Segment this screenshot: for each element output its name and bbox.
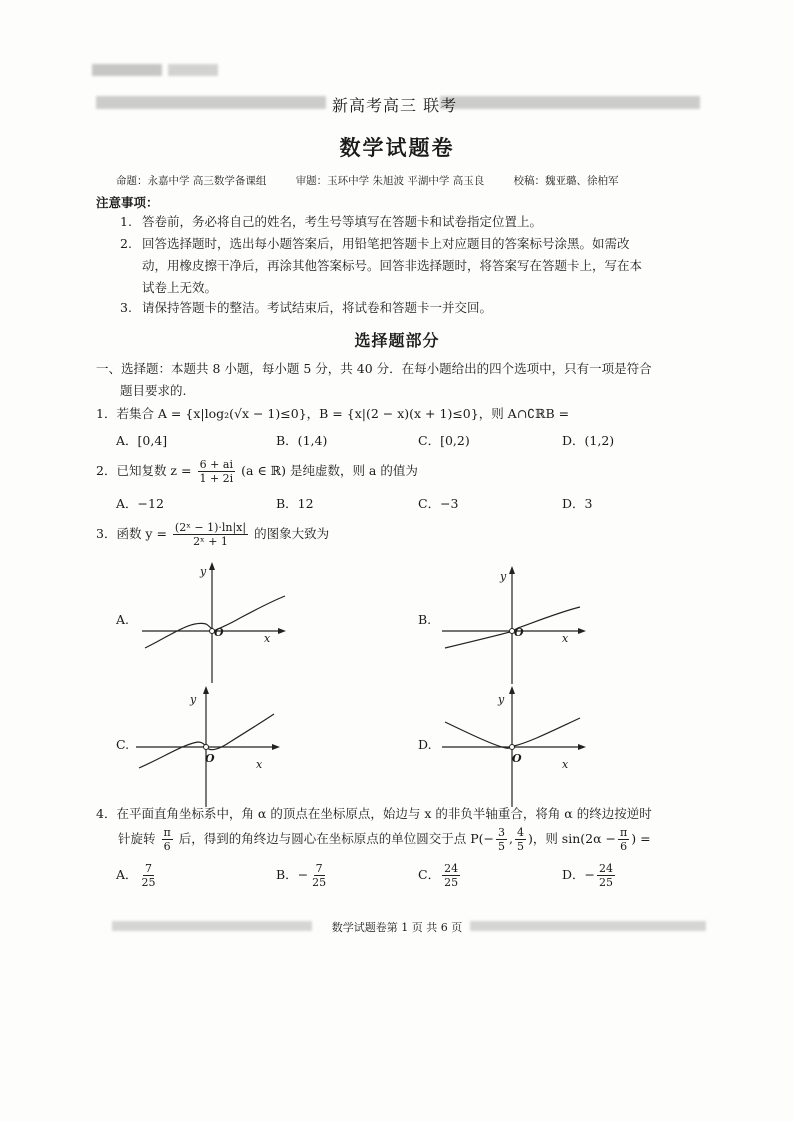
- credits-line: [116, 173, 645, 188]
- part-line-2: 题目要求的.: [120, 383, 187, 398]
- header-stamp-mid: [168, 64, 218, 76]
- option-fraction: [140, 862, 158, 889]
- page-footer: 数学试题卷第 1 页 共 6 页: [331, 921, 463, 934]
- q3-a-axis-y: y: [200, 565, 207, 578]
- q4-comma: ,: [508, 831, 513, 846]
- option-den: 25: [141, 876, 156, 889]
- page-title: 数学试题卷: [339, 135, 455, 160]
- q3-frac-den: 2ˣ + 1: [193, 535, 228, 548]
- notice-title: 注意事项：: [96, 195, 159, 210]
- q3-graph-b: [440, 562, 590, 688]
- header-blur-line-left: [96, 96, 326, 109]
- question-1-stem: 1．若集合 A = {x|log₂(√x − 1)≤0}，B = {x|(2 − x)(x + 1)≤0}，则 A∩∁ℝB =: [96, 406, 570, 421]
- q1-option-a: A．[0,4]: [116, 433, 168, 448]
- q3-d-axis-y: y: [498, 693, 505, 706]
- q3-frac-num: (2ˣ − 1)·ln|x|: [174, 521, 247, 534]
- q4-p1-den: 5: [497, 840, 505, 853]
- q4-p-frac-1: [496, 826, 507, 853]
- option-fraction: [442, 862, 460, 889]
- option-num: 24: [444, 862, 459, 875]
- q3-graph-label-c: C.: [116, 737, 130, 752]
- q3-graph-label-a: A.: [116, 612, 130, 627]
- q4-sin-num: π: [619, 826, 628, 839]
- section-title: 选择题部分: [354, 331, 440, 350]
- part-line-1: 一、选择题：本题共 8 小题，每小题 5 分，共 40 分．在每小题给出的四个选项中，只有一项是符合: [96, 361, 652, 376]
- option-den: 25: [599, 876, 614, 889]
- notice-text: 答卷前，务必将自己的姓名，考生号等填写在答题卡和试卷指定位置上。: [142, 214, 543, 229]
- credit-reviewer: 审题：玉环中学 朱旭波 平湖中学 高玉良: [295, 175, 485, 187]
- question-4-line-1: 4．在平面直角坐标系中，角 α 的顶点在坐标原点，始边与 x 的非负半轴重合，将角 α 的终边按逆时: [96, 806, 652, 821]
- q3-b-origin: O: [514, 626, 524, 639]
- notice-text: 请保持答题卡的整洁。考试结束后，将试卷和答题卡一并交回。: [142, 300, 493, 315]
- notice-item-3: [120, 297, 710, 319]
- q3-graph-d: [440, 682, 590, 812]
- q3-graph-a: [140, 558, 290, 688]
- q2-option-a: A．−12: [116, 496, 164, 511]
- credit-author: 命题：永嘉中学 高三数学备课组: [116, 175, 267, 187]
- notice-item-2: [120, 233, 710, 299]
- q2-stem-pre: 2．已知复数 z =: [96, 463, 192, 478]
- option-label: A．: [116, 867, 138, 882]
- q3-b-axis-x: x: [562, 632, 569, 645]
- option-sign: −: [584, 867, 596, 882]
- q4-text: 后，得到的角终边与圆心在坐标原点的单位圆交于点 P(−: [178, 831, 494, 846]
- q4-sin-fraction: [618, 826, 629, 853]
- q3-fraction: [173, 521, 248, 548]
- notice-num: 3.: [120, 300, 132, 315]
- q4-p-frac-2: [515, 826, 526, 853]
- q4-rot-den: 6: [163, 840, 171, 853]
- option-num: 7: [315, 862, 323, 875]
- q2-frac-num: 6 + ai: [199, 458, 233, 471]
- question-2-stem: [96, 458, 418, 485]
- q2-option-d: D．3: [562, 496, 593, 511]
- q3-c-axis-x: x: [256, 758, 263, 771]
- option-label: C．: [418, 867, 441, 882]
- q4-p2-num: 4: [516, 826, 524, 839]
- q4-option-d: [562, 862, 617, 889]
- q1-option-d: D．(1,2): [562, 433, 615, 448]
- q4-text: 针旋转: [118, 831, 156, 846]
- q4-p2-den: 5: [516, 840, 524, 853]
- notice-text: 回答选择题时，选出每小题答案后，用铅笔把答题卡上对应题目的答案标号涂黑。如需改: [142, 236, 630, 251]
- notice-item-1: [120, 211, 710, 233]
- q3-graph-c: [134, 682, 284, 812]
- option-sign: −: [297, 867, 309, 882]
- q2-frac-den: 1 + 2i: [199, 472, 234, 485]
- notice-num: 2.: [120, 236, 132, 251]
- q4-rot-num: π: [163, 826, 171, 839]
- option-fraction: [597, 862, 615, 889]
- q4-option-b: [276, 862, 330, 889]
- q4-text: ) =: [631, 831, 651, 846]
- q4-option-a: [116, 862, 160, 889]
- q3-graph-label-d: D.: [418, 737, 432, 752]
- q3-a-axis-x: x: [264, 632, 271, 645]
- option-den: 25: [444, 876, 459, 889]
- q3-stem-post: 的图象大致为: [254, 526, 330, 541]
- header-stamp-left: [92, 64, 162, 76]
- q3-graph-label-b: B.: [418, 612, 432, 627]
- q4-text: )，则 sin(2α −: [527, 831, 616, 846]
- q3-d-origin: O: [512, 752, 522, 765]
- option-num: 24: [599, 862, 614, 875]
- q2-option-b: B．12: [276, 496, 314, 511]
- q4-rot-fraction: [162, 826, 173, 853]
- q1-option-b: B．(1,4): [276, 433, 328, 448]
- question-4-line-2: [118, 826, 651, 853]
- notice-text-cont: 试卷上无效。: [142, 280, 218, 295]
- q4-p1-num: 3: [497, 826, 505, 839]
- q3-b-axis-y: y: [500, 570, 507, 583]
- header-blur-line-right: [440, 96, 700, 109]
- q3-c-axis-y: y: [190, 693, 197, 706]
- q3-stem-pre: 3．函数 y =: [96, 526, 167, 541]
- option-label: D．: [562, 867, 585, 882]
- option-fraction: [310, 862, 328, 889]
- notice-num: 1.: [120, 214, 132, 229]
- part-instructions: [96, 358, 708, 402]
- q4-option-c: [418, 862, 462, 889]
- exam-header: 新高考高三 联考: [332, 96, 458, 115]
- q3-c-origin: O: [205, 752, 215, 765]
- q2-fraction: [197, 458, 235, 485]
- q2-option-c: C．−3: [418, 496, 459, 511]
- credit-proofreader: 校稿：魏亚璐、徐柏军: [513, 175, 619, 187]
- question-3-stem: [96, 521, 329, 548]
- q1-option-c: C．[0,2): [418, 433, 470, 448]
- q4-sin-den: 6: [620, 840, 628, 853]
- q2-stem-post: (a ∈ ℝ) 是纯虚数，则 a 的值为: [241, 463, 418, 478]
- option-label: B．: [276, 867, 298, 882]
- q3-a-origin: O: [214, 626, 224, 639]
- notice-text-cont: 动，用橡皮擦干净后，再涂其他答案标号。回答非选择题时，将答案写在答题卡上，写在本: [142, 258, 643, 273]
- q3-d-axis-x: x: [562, 758, 569, 771]
- option-den: 25: [312, 876, 327, 889]
- option-num: 7: [145, 862, 153, 875]
